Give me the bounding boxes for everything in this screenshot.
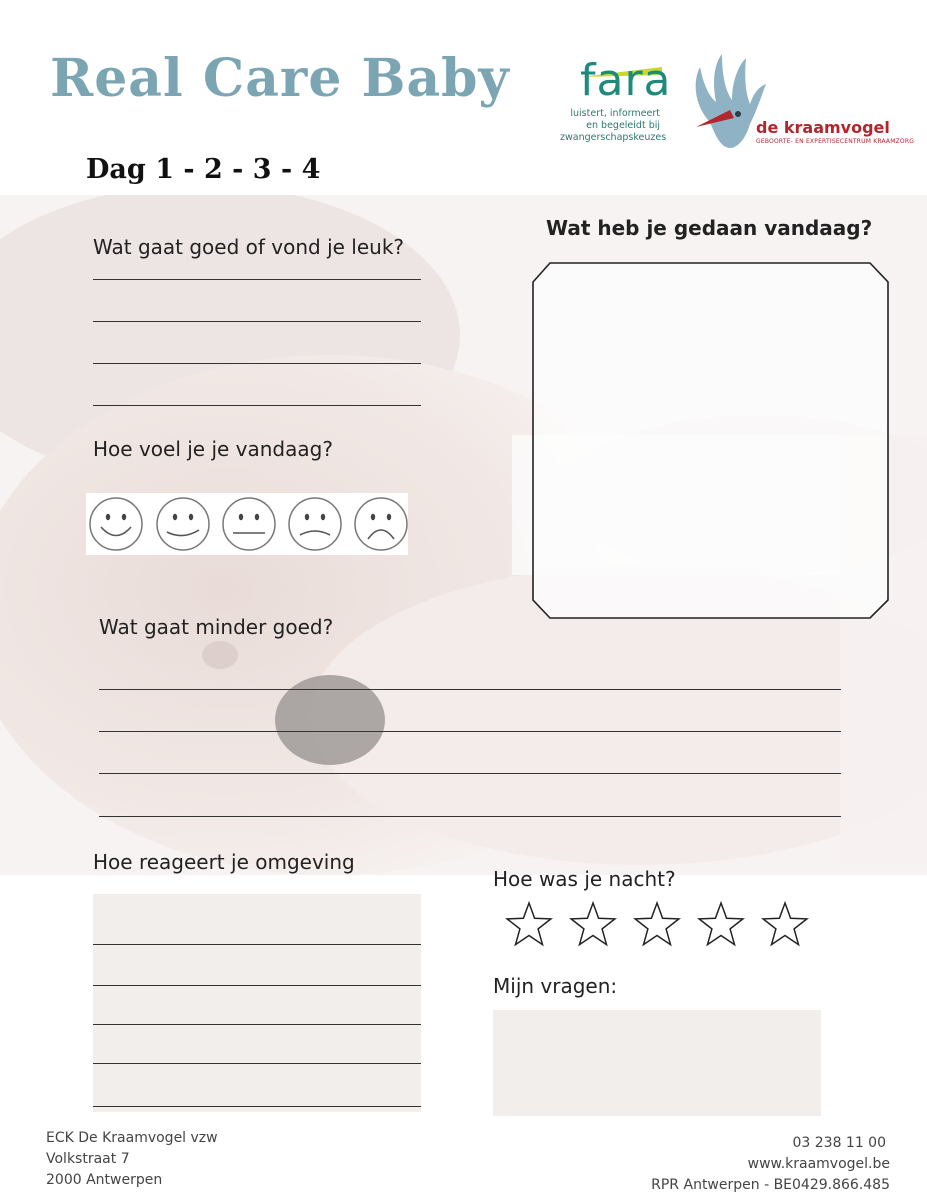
neutral-face-icon[interactable] [221,496,277,552]
answer-line[interactable] [93,1063,421,1064]
footer-city: 2000 Antwerpen [46,1172,163,1188]
good-question: Wat gaat goed of vond je leuk? [93,235,405,259]
footer-phone: 03 238 11 00 [792,1135,886,1151]
answer-line[interactable] [93,944,421,945]
star-5-icon[interactable] [761,900,809,948]
page-title: Real Care Baby [50,48,510,109]
sad-face-icon[interactable] [287,496,343,552]
questions-label: Mijn vragen: [493,974,618,998]
fara-logo-word: fara [580,55,672,106]
star-2-icon[interactable] [569,900,617,948]
fara-tagline: luistert, informeert en begeleidt bij zwangerschapskeuzes [560,108,667,143]
happy-face-icon[interactable] [155,496,211,552]
star-1-icon[interactable] [505,900,553,948]
footer-contact [651,1133,890,1196]
very-happy-face-icon[interactable] [88,496,144,552]
answer-line[interactable] [93,405,421,406]
night-question: Hoe was je nacht? [493,867,676,891]
very-sad-face-icon[interactable] [353,496,409,552]
answer-line[interactable] [93,279,421,280]
footer-street: Volkstraat 7 [46,1151,130,1167]
answer-line[interactable] [93,1106,421,1107]
answer-line[interactable] [99,689,841,690]
day-selector-label: Dag 1 - 2 - 3 - 4 [86,154,321,185]
footer-address [46,1128,218,1191]
environment-answer-area[interactable] [93,894,421,1112]
answer-line[interactable] [93,1024,421,1025]
less-good-question: Wat gaat minder goed? [99,615,334,639]
answer-line[interactable] [99,731,841,732]
answer-line[interactable] [93,321,421,322]
environment-question: Hoe reageert je omgeving [93,850,355,874]
drawing-box[interactable] [530,260,892,622]
answer-line[interactable] [99,773,841,774]
feeling-question: Hoe voel je je vandaag? [93,437,333,461]
answer-line[interactable] [93,363,421,364]
questions-answer-area[interactable] [493,1010,821,1116]
kraamvogel-logo-tagline: GEBOORTE- EN EXPERTISECENTRUM KRAAMZORG [756,138,915,145]
star-4-icon[interactable] [697,900,745,948]
kraamvogel-logo-name: de kraamvogel [756,118,890,137]
answer-line[interactable] [93,985,421,986]
footer-org: ECK De Kraamvogel vzw [46,1130,218,1146]
kraamvogel-bird-icon [690,52,770,152]
done-today-question: Wat heb je gedaan vandaag? [546,216,873,240]
footer-rpr: RPR Antwerpen - BE0429.866.485 [651,1177,890,1193]
footer-website[interactable]: www.kraamvogel.be [747,1156,890,1172]
star-3-icon[interactable] [633,900,681,948]
answer-line[interactable] [99,816,841,817]
